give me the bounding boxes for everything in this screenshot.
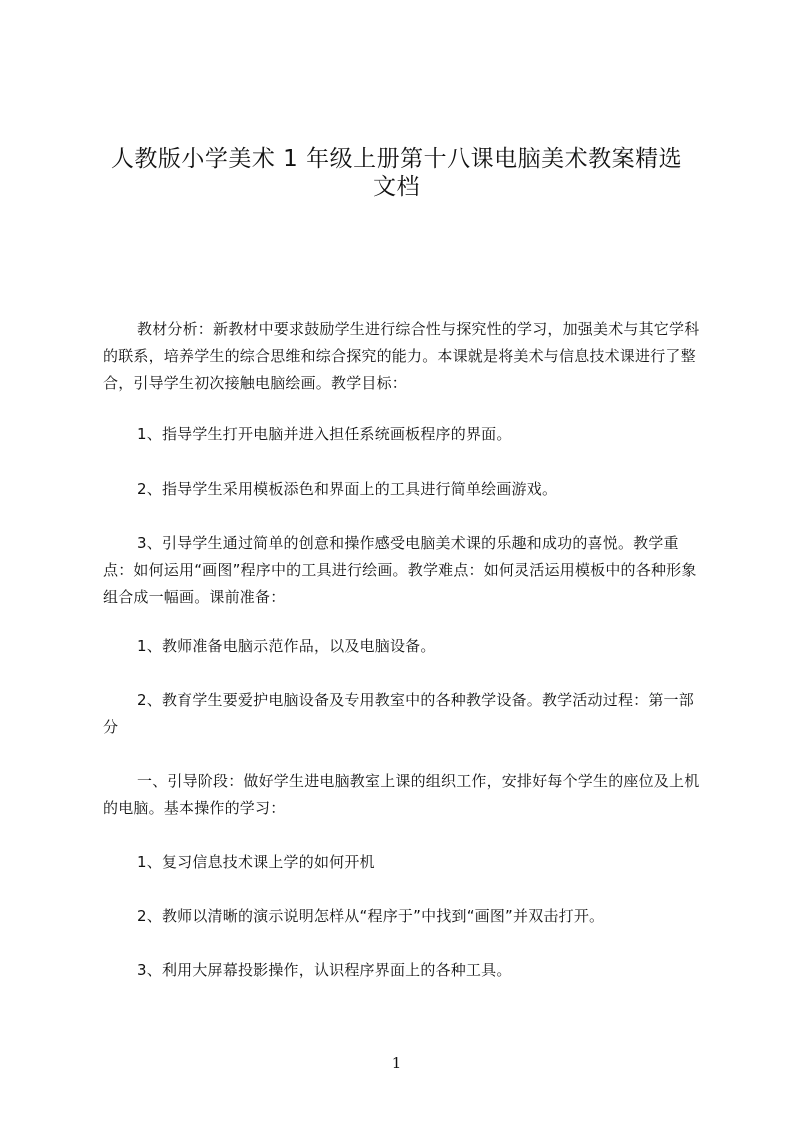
document-title-line-1: 人教版小学美术 1 年级上册第十八课电脑美术教案精选 (110, 146, 683, 172)
page-number: 1 (391, 1054, 402, 1072)
paragraph-preparation-1: 1、教师准备电脑示范作品，以及电脑设备。 (137, 637, 436, 655)
paragraph-operation-3: 3、利用大屏幕投影操作，认识程序界面上的各种工具。 (137, 961, 512, 979)
document-title-line-2: 文档 (373, 174, 420, 200)
paragraph-preparation-2: 2、教育学生要爱护电脑设备及专用教室中的各种教学设备。教学活动过程：第一部分 (103, 691, 694, 736)
paragraph-textbook-analysis: 教材分析：新教材中要求鼓励学生进行综合性与探究性的学习，加强美术与其它学科的联系，培养学生的综合思维和综合探究的能力。本课就是将美术与信息技术课进行了整合，引导学生初次接触电脑绘画。教学目标： (103, 320, 700, 392)
paragraph-guidance-stage: 一、引导阶段：做好学生进电脑教室上课的组织工作，安排好每个学生的座位及上机的电脑。基本操作的学习： (103, 772, 700, 817)
paragraph-objective-2: 2、指导学生采用模板添色和界面上的工具进行简单绘画游戏。 (137, 480, 558, 498)
paragraph-objective-3: 3、引导学生通过简单的创意和操作感受电脑美术课的乐趣和成功的喜悦。教学重点：如何运用“画图”程序中的工具进行绘画。教学难点：如何灵活运用模板中的各种形象组合成一幅画。课前准备： (103, 534, 697, 606)
paragraph-objective-1: 1、指导学生打开电脑并进入担任系统画板程序的界面。 (137, 425, 512, 443)
paragraph-operation-1: 1、复习信息技术课上学的如何开机 (137, 853, 375, 871)
paragraph-operation-2: 2、教师以清晰的演示说明怎样从“程序于”中找到“画图”并双击打开。 (137, 907, 605, 925)
